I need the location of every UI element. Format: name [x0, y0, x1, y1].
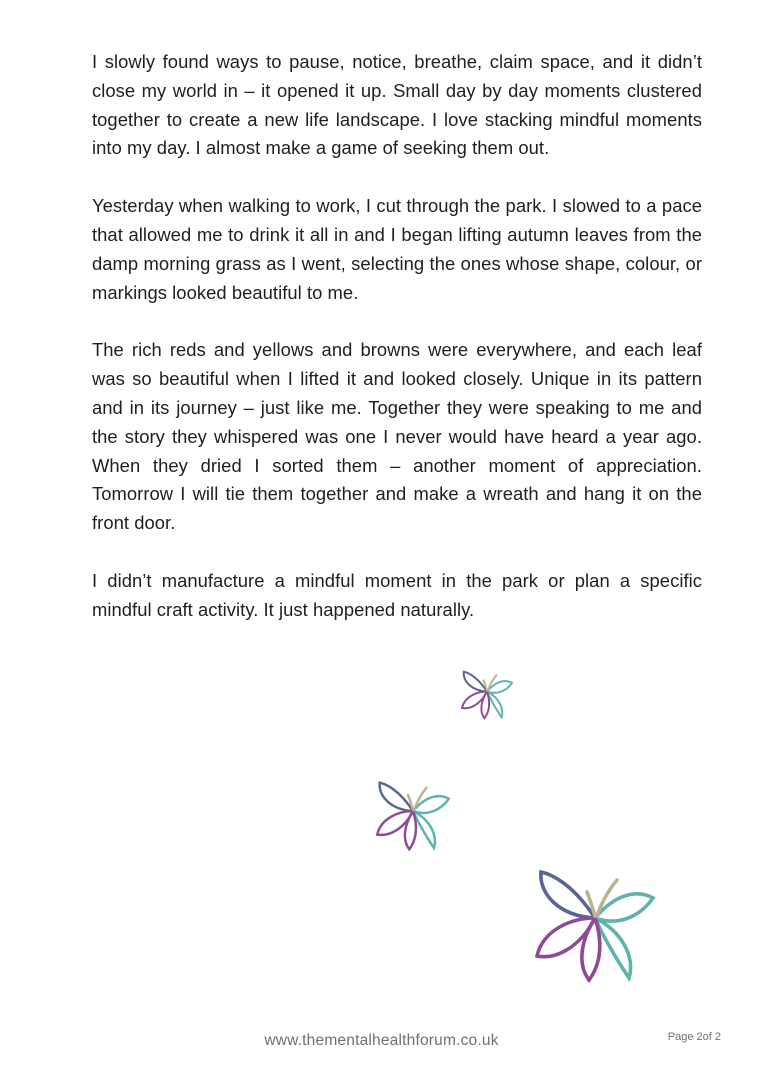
paragraph-1: I slowly found ways to pause, notice, breathe, claim space, and it didn’t close my world in – it opened it up. Small day by day moments clustered together to create a new life landscape. I love stacking mindful moments into my day. I almost make a game of seeking them out. [92, 51, 702, 159]
butterfly-icon [534, 868, 656, 984]
footer-website-url: www.thementalhealthforum.co.uk [264, 1032, 499, 1049]
butterfly-icon [461, 670, 513, 720]
paragraph-3: The rich reds and yellows and browns were everywhere, and each leaf was so beautiful when I lifted it and looked closely. Unique in its pattern and in its journey – just like me. Together they were speaking to me and the story they whispered was one I never would have heard a year ago. When they dried I sorted them – another moment of appreciation. Tomorrow I will tie them together and make a wreath and hang it on the front door. [92, 339, 702, 534]
document-body [92, 48, 702, 654]
page-number: Page 2of 2 [667, 1031, 721, 1043]
butterfly-icon [376, 780, 450, 852]
paragraph-4: I didn’t manufacture a mindful moment in the park or plan a specific mindful craft activity. It just happened naturally. [92, 569, 702, 620]
paragraph-2: Yesterday when walking to work, I cut through the park. I slowed to a pace that allowed me to drink it all in and I began lifting autumn leaves from the damp morning grass as I went, selecting the ones whose shape, colour, or markings looked beautiful to me. [92, 195, 702, 303]
